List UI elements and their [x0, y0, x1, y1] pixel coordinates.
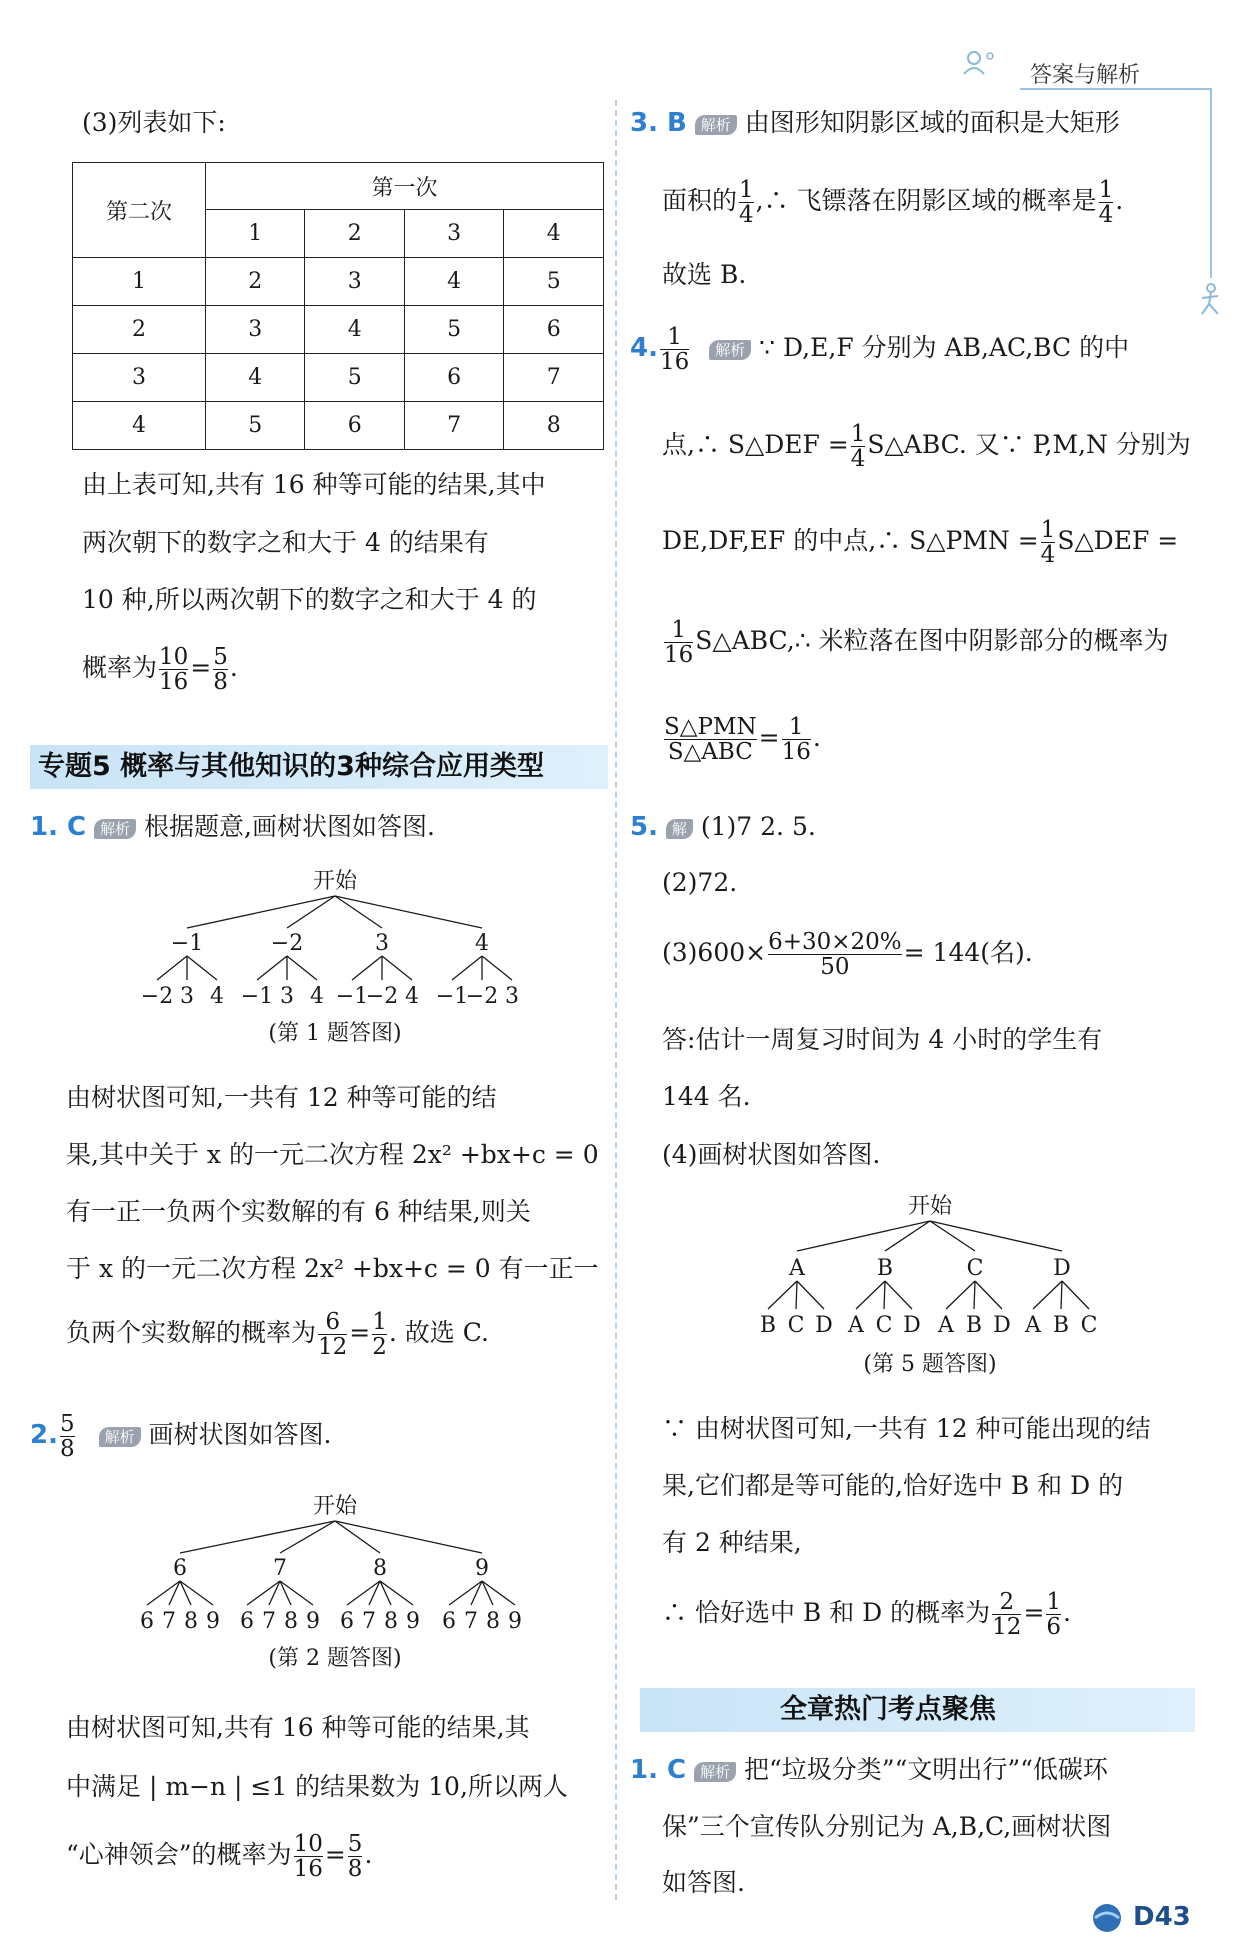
tree-leaf: 7 [362, 1609, 376, 1634]
fraction: $\frac{5}{8}$ [213, 644, 228, 695]
tree-leaf: 3 [505, 984, 519, 1009]
section-title: 专题5 概率与其他知识的3种综合应用类型 [30, 745, 608, 789]
fraction: $\frac{1}{4}$ [850, 421, 866, 472]
r-q1-line1: 1. C 解析 把“垃圾分类”“文明出行”“低碳环 [630, 1755, 1108, 1785]
tree-caption: (第 1 题答图) [268, 1021, 402, 1046]
tree-leaf: −1 [435, 984, 469, 1009]
fraction: $\frac{1}{4}$ [1098, 177, 1114, 228]
question-number: 1. C [630, 1755, 687, 1785]
tree-leaf: 6 [442, 1609, 456, 1634]
table-cell: 3 [404, 210, 503, 258]
header-deco-icon [960, 48, 1000, 78]
question-number: 1. C [30, 812, 87, 842]
fraction: $\frac{10}{16}$ [159, 644, 189, 695]
table-cell: 4 [504, 210, 604, 258]
tree-caption: (第 2 题答图) [268, 1646, 402, 1671]
table-cell: 1 [73, 258, 206, 306]
fraction: $\frac{10}{16}$ [293, 1831, 323, 1882]
tree-leaf: 8 [284, 1609, 298, 1634]
table-cell: 7 [404, 402, 503, 450]
tree-leaf: 4 [210, 984, 224, 1009]
text-line: 果,其中关于 x 的一元二次方程 2x² +bx+c = 0 [66, 1140, 599, 1169]
answer-fraction: $\frac{5}{8}$ [59, 1411, 75, 1462]
tree-leaf: D [815, 1313, 833, 1338]
question-number: 2. [30, 1420, 58, 1450]
table-cell: 6 [404, 354, 503, 402]
analysis-badge: 解析 [99, 1427, 141, 1447]
tree-leaf: 9 [406, 1609, 420, 1634]
q5-line4: 答:估计一周复习时间为 4 小时的学生有 [662, 1025, 1103, 1054]
tree-leaf: 6 [140, 1609, 154, 1634]
q2-header [30, 1412, 331, 1461]
text-line: 有一正一负两个实数解的有 6 种结果,则关 [66, 1197, 531, 1226]
tree-leaf: 4 [310, 984, 324, 1009]
q5-line8: 果,它们都是等可能的,恰好选中 B 和 D 的 [662, 1471, 1124, 1500]
table-cell: 5 [404, 306, 503, 354]
tree-leaf: C [787, 1313, 805, 1338]
runner-icon [1196, 282, 1226, 318]
tree-leaf: 7 [464, 1609, 478, 1634]
q4-line1: 4. $\frac{1}{16}$ 解析 ∵ D,E,F 分别为 AB,AC,BC 的中 [630, 324, 1130, 375]
table-col-header: 第一次 [206, 163, 604, 210]
answer-fraction: $\frac{1}{16}$ [659, 324, 690, 375]
tree-node: −2 [270, 931, 304, 956]
tree-caption: (第 5 题答图) [863, 1352, 997, 1377]
q3-line2: 面积的 $\frac{1}{4}$ ,∴ 飞镖落在阴影区域的概率是 $\frac{1}{4}$ . [662, 177, 1124, 228]
tree-leaf: 9 [306, 1609, 320, 1634]
tree-leaf: A [848, 1313, 864, 1338]
analysis-badge: 解析 [709, 340, 751, 360]
table-cell: 4 [73, 402, 206, 450]
fraction: $\frac{1}{2}$ [372, 1309, 387, 1360]
table-cell: 5 [206, 402, 305, 450]
q5-line2: (2)72. [662, 868, 738, 897]
text: 概率为 [82, 653, 158, 682]
q5-line6: (4)画树状图如答图. [662, 1140, 881, 1169]
tree-node: −1 [170, 931, 204, 956]
fraction: $\frac{1}{16}$ [664, 617, 694, 668]
tree-diagram-q1 [130, 860, 550, 1060]
q1-header [30, 812, 435, 842]
tree-leaf: 3 [180, 984, 194, 1009]
text-line: 两次朝下的数字之和大于 4 的结果有 [82, 528, 489, 557]
table-cell: 7 [504, 354, 604, 402]
section-title: 全章热门考点聚焦 [640, 1688, 1195, 1732]
analysis-badge: 解 [666, 819, 693, 839]
text-line: 由树状图可知,一共有 12 种等可能的结 [66, 1083, 497, 1112]
text-line: 10 种,所以两次朝下的数字之和大于 4 的 [82, 585, 537, 614]
prob-line: 负两个实数解的概率为 $\frac{6}{12}$ = $\frac{1}{2}$ . 故选 C. [66, 1309, 489, 1360]
tree-leaf: −1 [335, 984, 369, 1009]
header-side-line [1210, 88, 1212, 278]
header-label: 答案与解析 [1030, 63, 1141, 88]
fraction: $\frac{2}{12}$ [992, 1589, 1022, 1640]
tree-leaf: 6 [340, 1609, 354, 1634]
tree-node: 9 [475, 1556, 489, 1581]
tree-root: 开始 [312, 1494, 358, 1519]
text: 根据题意,画树状图如答图. [144, 812, 435, 841]
q4-line5: $\frac{\text{S△PMN}}{\text{S△ABC}}$ = $\frac{1}{16}$ . [664, 714, 821, 765]
tree-leaf: A [938, 1313, 954, 1338]
sum-table [72, 162, 604, 450]
fraction: $\frac{1}{4}$ [739, 177, 754, 228]
page-number-badge [1085, 1900, 1225, 1936]
table-cell: 2 [73, 306, 206, 354]
text-line: 于 x 的一元二次方程 2x² +bx+c = 0 有一正一 [66, 1254, 599, 1283]
analysis-badge: 解析 [94, 819, 136, 839]
tree-leaf: 9 [508, 1609, 522, 1634]
tree-leaf: −2 [140, 984, 174, 1009]
tree-leaf: D [903, 1313, 921, 1338]
q4-line4: $\frac{1}{16}$ S△ABC,∴ 米粒落在图中阴影部分的概率为 [664, 617, 1169, 668]
table-row-header: 第二次 [73, 163, 206, 258]
text-line: 中满足 | m−n | ≤1 的结果数为 10,所以两人 [66, 1772, 568, 1801]
tree-leaf: D [993, 1313, 1011, 1338]
tree-leaf: B [1052, 1313, 1070, 1338]
text: 画树状图如答图. [148, 1420, 332, 1449]
table-cell: 2 [305, 210, 404, 258]
tree-leaf: 7 [262, 1609, 276, 1634]
tree-leaf: 7 [162, 1609, 176, 1634]
tree-root: 开始 [312, 869, 358, 894]
tree-leaf: B [759, 1313, 777, 1338]
fraction: $\frac{\text{S△PMN}}{\text{S△ABC}}$ [664, 714, 757, 765]
prob-line: 概率为 $\frac{10}{16}$ = $\frac{5}{8}$ . [82, 644, 238, 695]
table-row [73, 306, 604, 354]
tree-leaf: −1 [240, 984, 274, 1009]
q4-line3: DE,DF,EF 的中点,∴ S△PMN = $\frac{1}{4}$ S△DEF = [662, 517, 1179, 568]
tree-node: D [1053, 1256, 1071, 1281]
tree-node: 6 [173, 1556, 187, 1581]
q5-final: ∴ 恰好选中 B 和 D 的概率为 $\frac{2}{12}$ = $\frac{1}{6}$ . [662, 1589, 1071, 1640]
text-line: 如答图. [662, 1868, 745, 1897]
tree-leaf: 8 [486, 1609, 500, 1634]
tree-leaf: 8 [184, 1609, 198, 1634]
fraction: $\frac{1}{6}$ [1046, 1589, 1062, 1640]
table-row [73, 354, 604, 402]
q5-line9: 有 2 种结果, [662, 1528, 802, 1557]
question-number: 3. B [630, 108, 687, 138]
fraction: $\frac{6}{12}$ [318, 1309, 348, 1360]
q3-intro: (3)列表如下: [82, 108, 226, 137]
q3-line3: 故选 B. [662, 260, 747, 289]
tree-leaf: 6 [240, 1609, 254, 1634]
tree-leaf: 9 [206, 1609, 220, 1634]
tree-leaf: A [1025, 1313, 1041, 1338]
text-line: 由上表可知,共有 16 种等可能的结果,其中 [82, 470, 546, 499]
fraction: $\frac{1}{16}$ [781, 714, 811, 765]
tree-node: 3 [375, 931, 389, 956]
table-cell: 4 [305, 306, 404, 354]
page-ball-icon [1085, 1900, 1129, 1936]
prob-line: “心神领会”的概率为 $\frac{10}{16}$ = $\frac{5}{8}$ . [66, 1831, 373, 1882]
text-line: 由树状图可知,共有 16 种等可能的结果,其 [66, 1713, 530, 1742]
table-row [73, 402, 604, 450]
tree-leaf: 4 [405, 984, 419, 1009]
table-cell: 4 [404, 258, 503, 306]
q4-line2: 点,∴ S△DEF = $\frac{1}{4}$ S△ABC. 又∵ P,M,N 分别为 [662, 421, 1191, 472]
fraction: $\frac{5}{8}$ [347, 1831, 363, 1882]
page-number: D43 [1133, 1902, 1191, 1932]
column-divider [615, 100, 617, 1900]
table-cell: 4 [206, 354, 305, 402]
table-cell: 6 [504, 306, 604, 354]
analysis-badge: 解析 [695, 115, 737, 135]
table-cell: 3 [206, 306, 305, 354]
text-line: 保”三个宣传队分别记为 A,B,C,画树状图 [662, 1812, 1112, 1841]
question-number: 4. [630, 333, 658, 363]
table-cell: 5 [504, 258, 604, 306]
table-cell: 8 [504, 402, 604, 450]
tree-diagram-q5 [740, 1185, 1120, 1395]
table-cell: 1 [206, 210, 305, 258]
table-cell: 3 [73, 354, 206, 402]
tree-leaf: 3 [280, 984, 294, 1009]
table-cell: 6 [305, 402, 404, 450]
table-row [73, 258, 604, 306]
tree-diagram-q2 [130, 1485, 550, 1685]
q5-line3: (3)600× $\frac{6+30\times 20\%}{50}$ = 144(名). [662, 929, 1033, 980]
table-cell: 3 [305, 258, 404, 306]
tree-node: B [876, 1256, 894, 1281]
question-number: 5. [630, 812, 658, 842]
tree-leaf: B [965, 1313, 983, 1338]
q3-line1: 3. B 解析 由图形知阴影区域的面积是大矩形 [630, 108, 1120, 138]
tree-node: A [789, 1256, 805, 1281]
table-cell: 2 [206, 258, 305, 306]
table-cell: 5 [305, 354, 404, 402]
tree-leaf: 8 [384, 1609, 398, 1634]
q5-line5: 144 名. [662, 1082, 751, 1111]
fraction: $\frac{1}{4}$ [1040, 517, 1056, 568]
fraction: $\frac{6+30\times 20\%}{50}$ [768, 929, 902, 980]
tree-node: 4 [475, 931, 489, 956]
tree-leaf: −2 [365, 984, 399, 1009]
tree-root: 开始 [907, 1194, 953, 1219]
header-divider [1020, 88, 1210, 90]
q5-line7: ∵ 由树状图可知,一共有 12 种可能出现的结 [662, 1414, 1151, 1443]
tree-node: C [966, 1256, 984, 1281]
tree-node: 7 [273, 1556, 287, 1581]
tree-leaf: C [875, 1313, 893, 1338]
tree-leaf: C [1080, 1313, 1098, 1338]
tree-leaf: −2 [465, 984, 499, 1009]
analysis-badge: 解析 [694, 1762, 736, 1782]
q5-line1: 5. 解 (1)7 2. 5. [630, 812, 816, 842]
tree-node: 8 [373, 1556, 387, 1581]
